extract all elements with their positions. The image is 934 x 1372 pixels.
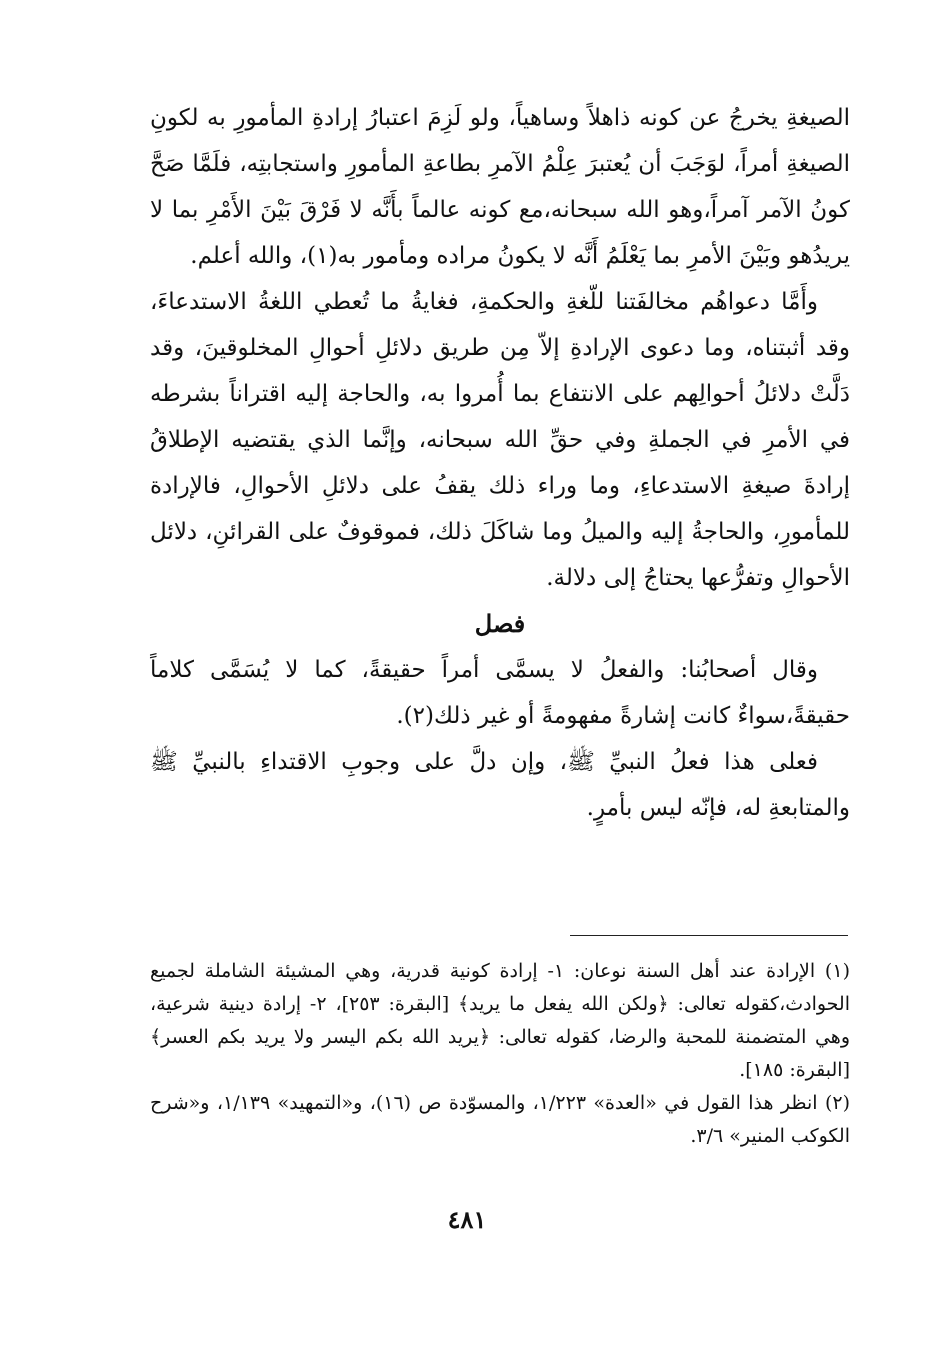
- footnote-1: (١) الإرادة عند أهل السنة نوعان: ١- إرادة كونية قدرية، وهي المشيئة الشاملة لجميع الحوادث،كقوله تعالى: ﴿ولكن الله يفعل ما يريد﴾ [البقرة: ٢٥٣]، ٢- إرادة دينية شرعية، وهي المتضمنة للمحبة والرضا، كقوله تعالى: ﴿يريد الله بكم اليسر ولا يريد بكم العسر﴾ [البقرة: ١٨٥].: [150, 960, 850, 1081]
- footnotes: [150, 955, 850, 1153]
- paragraph-2: وأَمَّا دعواهُم مخالفَتنا للّغةِ والحكمةِ، فغايةُ ما تُعطي اللغةُ الاستدعاءَ، وقد أثبتناه، وما دعوى الإرادةِ إلاّ مِن طريق دلائلِ أحوالِ المخلوقينَ، وقد دَلَّتْ دلائلُ أحوالِهم على الانتفاع بما أُمروا به، والحاجة إليه اقتراناً بشرطه في الأمرِ في الجملةِ وفي حقِّ الله سبحانه، وإنَّما الذي يقتضيه الإطلاقُ إرادةَ صيغةِ الاستدعاءِ، وما وراء ذلك يقفُ على دلائلِ الأحوالِ، فالإرادة للمأمورِ، والحاجةُ إليه والميلُ وما شاكَلَ ذلك، فموقوفٌ على القرائنِ، دلائل الأحوالِ وتفرُّعها يحتاجُ إلى دلالة.: [150, 289, 850, 591]
- paragraph-3: وقال أصحابُنا: والفعلُ لا يسمَّى أمراً حقيقةً، كما لا يُسَمَّى كلاماً حقيقةً،سواءٌ كانت إشارةً مفهومةً أو غير ذلك(٢).: [150, 657, 850, 729]
- page-number: ٤٨١: [447, 1205, 487, 1234]
- paragraph-1: الصيغةِ يخرجُ عن كونه ذاهلاً وساهياً، ولو لَزِمَ اعتبارُ إرادةِ المأمورِ به لكونِ الصيغةِ أمراً، لوَجَبَ أن يُعتبرَ عِلْمُ الآمرِ بطاعةِ المأمورِ واستجابتِه، فلَمَّا صَحَّ كونُ الآمر آمراً،وهو الله سبحانه،مع كونه عالماً بأَنَّه لا فَرْقَ بَيْنَ الأَمْرِ بما لا يريدُهو وبَيْنَ الأمرِ بما يَعْلَمُ أَنَّه لا يكونُ مراده ومأمور به(١)، والله أعلم.: [150, 105, 850, 269]
- main-text: [150, 95, 850, 831]
- footnote-divider: [570, 935, 848, 936]
- footnote-2: (٢) انظر هذا القول في «العدة» ١/٢٢٣، والمسوّدة ص (١٦)، و«التمهيد» ١/١٣٩، و«شرح الكوكب المنير» ٣/٦.: [150, 1092, 850, 1147]
- section-heading: فصل: [474, 609, 526, 638]
- paragraph-4: فعلى هذا فعلُ النبيِّ ﷺ، وإن دلَّ على وجوبِ الاقتداءِ بالنبيِّ ﷺ والمتابعةِ له، فإنّه ليس بأمرٍ.: [150, 749, 850, 821]
